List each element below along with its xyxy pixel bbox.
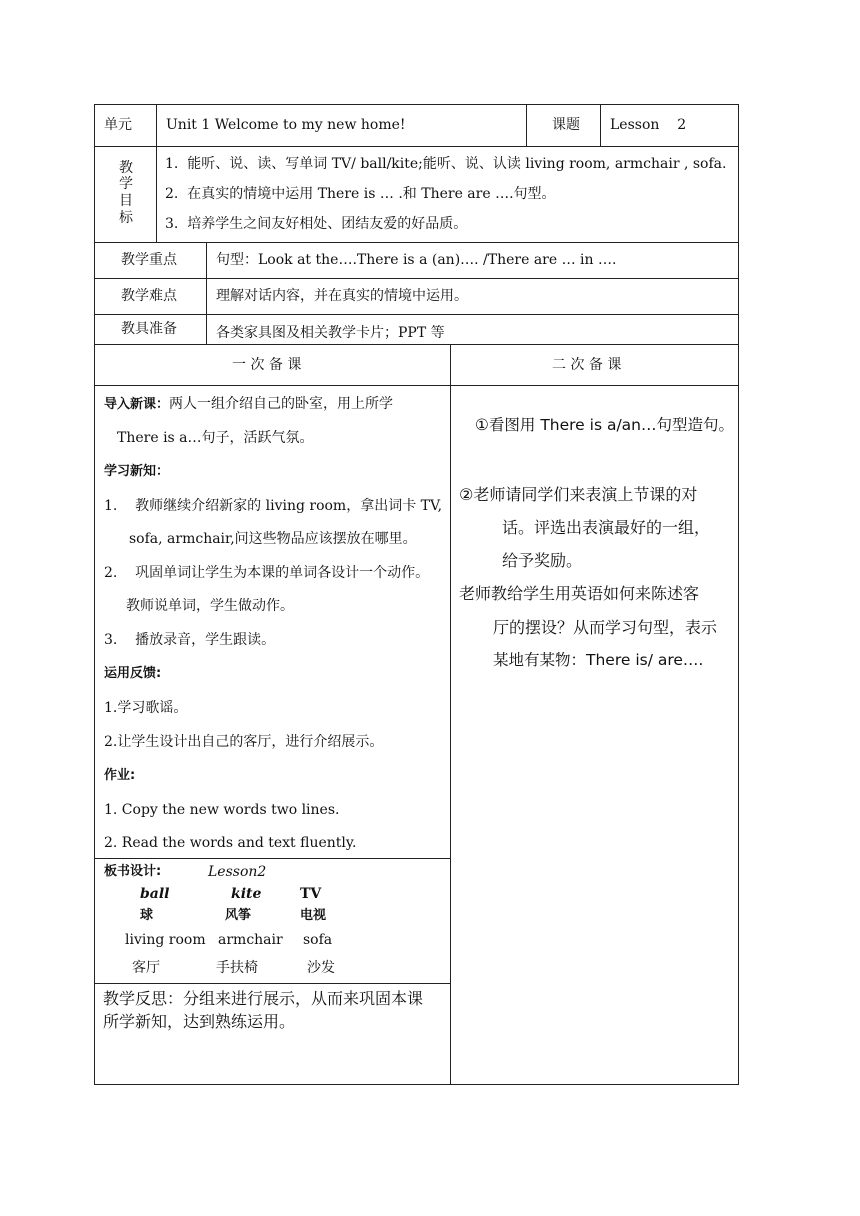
board-word-armchair: armchair xyxy=(218,932,283,948)
right-item-3a: 老师教给学生用英语如何来陈述客 xyxy=(459,584,700,603)
homework-item-2: 2. Read the words and text fluently. xyxy=(104,835,357,851)
row-divider-columns xyxy=(94,344,739,345)
unit-label: 单元 xyxy=(104,117,132,133)
table-border-bottom xyxy=(94,1084,739,1085)
col-divider-topic-left xyxy=(526,104,527,146)
practice-heading: 运用反馈: xyxy=(104,666,162,681)
difficulty-value: 理解对话内容，并在真实的情境中运用。 xyxy=(216,288,468,304)
objectives-label-char-3: 目 xyxy=(119,193,133,209)
board-chinese-armchair: 手扶椅 xyxy=(216,960,258,976)
objective-item-2: 2. 在真实的情境中运用 There is … .和 There are ….句型。 xyxy=(165,186,556,202)
practice-item-2: 2.让学生设计出自己的客厅，进行介绍展示。 xyxy=(104,734,384,750)
key-point-value: 句型：Look at the….There is a (an)…. /There are … in …. xyxy=(216,252,617,268)
first-prep-title: 一 次 备 课 xyxy=(232,357,302,373)
practice-item-1: 1.学习歌谣。 xyxy=(104,700,188,716)
reflection-line-1: 教学反思：分组来进行展示，从而来巩固本课 xyxy=(103,989,424,1008)
col-divider-objectives xyxy=(156,146,157,242)
objectives-label-char-2: 学 xyxy=(119,176,133,192)
board-word-tv: TV xyxy=(300,886,322,902)
row-divider-reflection xyxy=(94,983,450,984)
col-divider-topic-right xyxy=(600,104,601,146)
objectives-label-char-1: 教 xyxy=(119,160,133,176)
board-word-sofa: sofa xyxy=(303,932,333,948)
objective-item-3: 3. 培养学生之间友好相处、团结友爱的好品质。 xyxy=(165,216,468,232)
new-knowledge-heading: 学习新知： xyxy=(104,464,170,479)
new-item-2b: 教师说单词，学生做动作。 xyxy=(126,598,294,614)
row-divider-board xyxy=(94,858,450,859)
objective-item-1: 1. 能听、说、读、写单词 TV/ ball/kite;能听、说、认读 living room, armchair , sofa. xyxy=(165,156,727,172)
unit-value: Unit 1 Welcome to my new home! xyxy=(166,117,406,133)
board-heading: 板书设计: xyxy=(104,864,162,879)
intro-text-2: There is a…句子，活跃气氛。 xyxy=(117,430,314,446)
table-border-left xyxy=(94,104,95,1085)
board-lesson: Lesson2 xyxy=(208,864,267,880)
col-divider-labels xyxy=(206,242,207,344)
board-word-ball: ball xyxy=(140,886,170,902)
row-divider-objectives xyxy=(94,146,739,147)
row-divider-content xyxy=(94,385,739,386)
homework-item-1: 1. Copy the new words two lines. xyxy=(104,802,340,818)
key-point-label: 教学重点 xyxy=(121,252,177,268)
right-item-2b: 话。评选出表演最好的一组， xyxy=(502,518,711,537)
materials-value: 各类家具图及相关教学卡片；PPT 等 xyxy=(216,325,445,341)
board-word-kite: kite xyxy=(231,886,262,902)
board-word-living-room: living room xyxy=(125,932,206,948)
topic-label: 课题 xyxy=(552,117,580,133)
col-divider-main xyxy=(450,344,451,1085)
table-border-top xyxy=(94,104,739,105)
intro-text-1: 两人一组介绍自己的卧室，用上所学 xyxy=(169,396,394,412)
row-divider-difficulty xyxy=(94,278,739,279)
table-border-right xyxy=(738,104,739,1085)
row-divider-materials xyxy=(94,314,739,315)
difficulty-label: 教学难点 xyxy=(121,288,177,304)
right-item-3c: 某地有某物：There is/ are…. xyxy=(493,651,704,669)
board-chinese-ball: 球 xyxy=(140,908,154,923)
new-item-1b: sofa, armchair,问这些物品应该摆放在哪里。 xyxy=(129,531,417,547)
second-prep-title: 二 次 备 课 xyxy=(552,357,622,373)
homework-heading: 作业: xyxy=(104,768,136,783)
board-chinese-living-room: 客厅 xyxy=(132,960,160,976)
new-item-1a: 1. 教师继续介绍新家的 living room，拿出词卡 TV, xyxy=(104,498,443,514)
new-item-2a: 2. 巩固单词让学生为本课的单词各设计一个动作。 xyxy=(104,565,430,581)
right-item-1: ①看图用 There is a/an…句型造句。 xyxy=(475,416,734,434)
new-item-3: 3. 播放录音，学生跟读。 xyxy=(104,632,276,648)
intro-paragraph xyxy=(104,396,393,413)
board-chinese-kite: 风筝 xyxy=(225,908,252,923)
intro-heading: 导入新课： xyxy=(104,397,170,412)
right-item-3b: 厅的摆设？从而学习句型，表示 xyxy=(493,618,718,637)
objectives-label-char-4: 标 xyxy=(119,210,133,226)
right-item-2a: ②老师请同学们来表演上节课的对 xyxy=(459,485,698,504)
board-chinese-tv: 电视 xyxy=(300,908,327,923)
materials-label: 教具准备 xyxy=(121,321,177,337)
topic-value: Lesson 2 xyxy=(610,117,687,133)
board-chinese-sofa: 沙发 xyxy=(307,960,335,976)
row-divider-keypoint xyxy=(94,242,739,243)
right-item-2c: 给予奖励。 xyxy=(502,551,583,570)
col-divider-unit xyxy=(156,104,157,146)
reflection-line-2: 所学新知，达到熟练运用。 xyxy=(103,1012,296,1031)
